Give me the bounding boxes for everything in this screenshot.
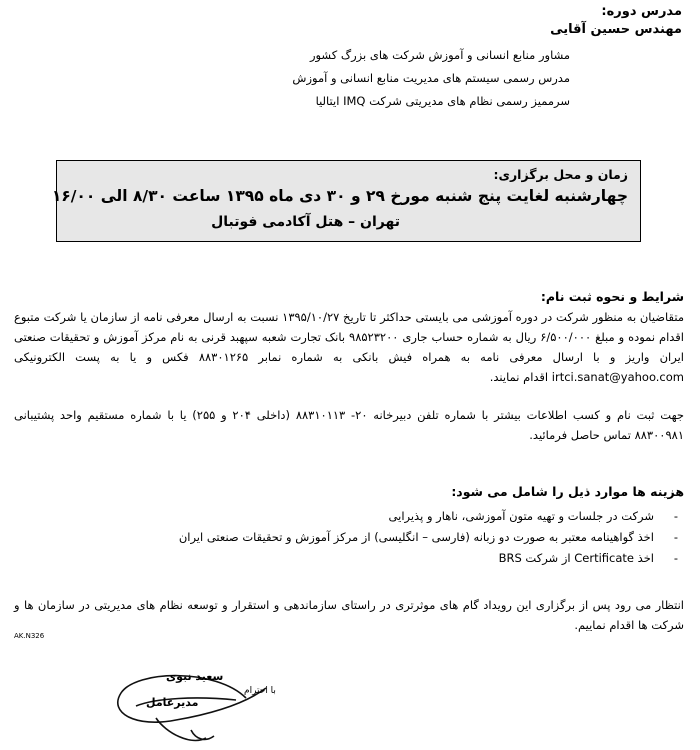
signature-prefix: با احترام — [244, 686, 276, 696]
event-heading: زمان و محل برگزاری: — [493, 167, 628, 182]
document-code: AK.N326 — [14, 632, 45, 640]
contact-paragraph: جهت ثبت نام و کسب اطلاعات بیشتر با شماره تلفن دبیرخانه ۲۰- ۸۸۳۱۰۱۱۳ (داخلی ۲۰۴ و ۲۵۵) یا با شماره مستقیم واحد پشتیبانی ۸۸۳۰۰۹۸۱ تماس حاصل فرمائید. — [14, 408, 684, 442]
fees-list — [179, 506, 684, 569]
fee-item-text: اخذ Certificate از شرکت BRS — [498, 551, 654, 565]
event-location: تهران – هتل آکادمی فوتبال — [211, 214, 400, 230]
list-item: -اخذ گواهینامه معتبر به صورت دو زبانه (فارسی – انگلیسی) از مرکز آموزش و تحقیقات صنعتی ایران — [178, 530, 678, 544]
fees-heading: هزینه ها موارد ذیل را شامل می شود: — [451, 484, 684, 499]
registration-paragraph: متقاضیان به منظور شرکت در دوره آموزشی می بایستی حداکثر تا تاریخ ۱۳۹۵/۱۰/۲۷ نسبت به ارسال معرفی نامه از سازمان یا شرکت متبوع اقدام نموده و مبلغ ۶/۵۰۰/۰۰۰ ریال به شماره حساب جاری ۹۸۵۲۳۲۰۰ بانک تجارت شعبه سپهبد قرنی به نام مرکز آموزش و تحقیقات صنعتی ایران واریز و با ارسال معرفی نامه به همراه فیش بانکی به شماره نمابر ۸۸۳۰۱۲۶۵ فکس و یا به پست الکترونیکی irtci.sanat@yahoo.com اقدام نمایند. — [14, 310, 685, 384]
list-item: -اخذ Certificate از شرکت BRS — [498, 551, 678, 565]
event-date-time: چهارشنبه لغایت پنج شنبه مورخ ۲۹ و ۳۰ دی ماه ۱۳۹۵ ساعت ۸/۳۰ الی ۱۶/۰۰ — [51, 187, 628, 205]
fee-item-text: شرکت در جلسات و تهیه متون آموزشی، ناهار و پذیرایی — [388, 509, 654, 523]
instructor-name: مهندس حسین آقایی — [550, 22, 682, 37]
fee-item-text: اخذ گواهینامه معتبر به صورت دو زبانه (فارسی – انگلیسی) از مرکز آموزش و تحقیقات صنعتی ایران — [178, 530, 654, 544]
instructor-label: مدرس دوره: — [601, 4, 682, 19]
credential-line: سرممیز رسمی نظام های مدیریتی شرکت IMQ ایتالیا — [315, 94, 570, 108]
credential-line: مشاور منابع انسانی و آموزش شرکت های بزرگ کشور — [309, 48, 570, 62]
registration-heading: شرایط و نحوه ثبت نام: — [540, 289, 684, 304]
list-item: -شرکت در جلسات و تهیه متون آموزشی، ناهار و پذیرایی — [388, 509, 678, 523]
instructor-credentials — [292, 44, 570, 113]
signatory-name: سعید نبوی — [166, 670, 224, 683]
event-info-box — [51, 160, 641, 242]
signatory-title: مدیرعامل — [146, 696, 199, 709]
credential-line: مدرس رسمی سیستم های مدیریت منابع انسانی و آموزش — [292, 71, 570, 85]
closing-paragraph: انتظار می رود پس از برگزاری این رویداد گام های موثرتری در راستای سازماندهی و استقرار و توسعه نظام های مدیریتی در سازمان ها و شرکت ها اقدام نماییم. — [14, 598, 684, 632]
